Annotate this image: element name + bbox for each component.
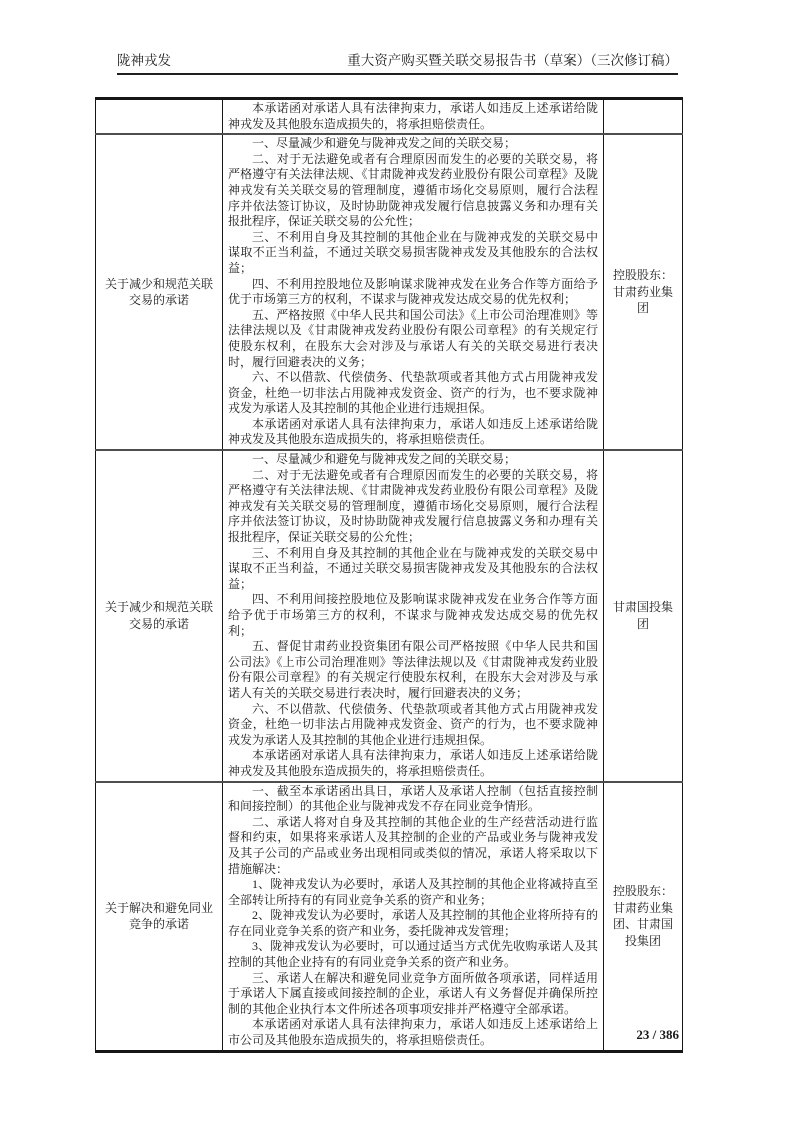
commitment-paragraph: 2、陇神戎发认为必要时，承诺人及其控制的其他企业将所持有的存在同业竞争关系的资产和业务，委托陇神戎发管理；	[228, 908, 598, 938]
commitment-party-cell-empty	[604, 99, 683, 135]
header-company-short-name: 陇神戎发	[117, 53, 171, 68]
commitment-paragraph: 本承诺函对承诺人具有法律拘束力，承诺人如违反上述承诺给陇神戎发及其他股东造成损失的，将承担赔偿责任。	[228, 748, 598, 778]
commitment-content-cell	[223, 99, 604, 135]
commitments-table	[95, 97, 683, 1053]
commitment-paragraph: 一、尽量减少和避免与陇神戎发之间的关联交易；	[252, 136, 517, 151]
commitment-paragraph: 六、不以借款、代偿债务、代垫款项或者其他方式占用陇神戎发资金，杜绝一切非法占用陇神戎发资金、资产的行为，也不要求陇神戎发为承诺人及其控制的其他企业进行违规担保。	[228, 370, 598, 416]
commitment-paragraph: 一、尽量减少和避免与陇神戎发之间的关联交易；	[252, 452, 517, 467]
header-report-title: 重大资产购买暨关联交易报告书（草案）（三次修订稿）	[347, 53, 678, 68]
commitment-title-cell-empty	[96, 99, 223, 135]
table-row	[96, 782, 683, 1052]
commitment-paragraph: 三、不利用自身及其控制的其他企业在与陇神戎发的关联交易中谋取不正当利益，不通过关联交易损害陇神戎发及其他股东的合法权益；	[228, 229, 598, 275]
commitment-title-cell: 关于解决和避免同业竞争的承诺	[96, 782, 223, 1052]
commitment-content-cell	[223, 782, 604, 1052]
commitment-content-cell	[223, 450, 604, 781]
commitment-paragraph: 本承诺函对承诺人具有法律拘束力，承诺人如违反上述承诺给陇神戎发及其他股东造成损失的，将承担赔偿责任。	[228, 416, 598, 447]
commitment-paragraph: 四、不利用控股地位及影响谋求陇神戎发在业务合作等方面给予优于市场第三方的权利，不谋求与陇神戎发达成交易的优先权利；	[228, 276, 598, 307]
page-number: 23 / 386	[636, 1027, 679, 1042]
table-row	[96, 134, 683, 450]
commitment-paragraph: 1、陇神戎发认为必要时，承诺人及其控制的其他企业将减持直至全部转让所持有的有同业竞争关系的资产和业务；	[228, 877, 598, 907]
commitment-party-cell: 甘肃国投集团	[604, 450, 683, 781]
commitment-title-cell: 关于减少和规范关联交易的承诺	[96, 450, 223, 781]
table-row-continuation	[96, 99, 683, 135]
commitment-paragraph: 四、不利用间接控股地位及影响谋求陇神戎发在业务合作等方面给予优于市场第三方的权利，不谋求与陇神戎发达成交易的优先权利；	[228, 592, 598, 638]
commitment-paragraph: 二、对于无法避免或者有合理原因而发生的必要的关联交易，将严格遵守有关法律法规、《甘肃陇神戎发药业股份有限公司章程》及陇神戎发有关关联交易的管理制度，遵循市场化交易原则，履行合法程序并依法签订协议，及时协助陇神戎发履行信息披露义务和办理有关报批程序，保证关联交易的公允性；	[228, 151, 598, 229]
page-header	[117, 52, 678, 75]
commitment-paragraph: 三、承诺人在解决和避免同业竞争方面所做各项承诺，同样适用于承诺人下属直接或间接控制的企业，承诺人有义务督促并确保所控制的其他企业执行本文件所述各项事项安排并严格遵守全部承诺。	[228, 970, 598, 1016]
commitment-paragraph: 五、严格按照《中华人民共和国公司法》《上市公司治理准则》等法律法规以及《甘肃陇神戎发药业股份有限公司章程》的有关规定行使股东权利，在股东大会对涉及与承诺人有关的关联交易进行表决时，履行回避表决的义务；	[228, 307, 598, 369]
commitment-paragraph: 五、督促甘肃药业投资集团有限公司严格按照《中华人民共和国公司法》《上市公司治理准则》等法律法规以及《甘肃陇神戎发药业股份有限公司章程》的有关规定行使股东权利，在股东大会对涉及与承诺人有关的关联交易进行表决时，履行回避表决的义务；	[228, 639, 598, 700]
commitment-paragraph: 二、承诺人将对自身及其控制的其他企业的生产经营活动进行监督和约束，如果将来承诺人及其控制的企业的产品或业务与陇神戎发及其子公司的产品或业务出现相同或类似的情况，承诺人将采取以下措施解决：	[228, 814, 598, 876]
commitment-paragraph: 六、不以借款、代偿债务、代垫款项或者其他方式占用陇神戎发资金，杜绝一切非法占用陇神戎发资金、资产的行为，也不要求陇神戎发为承诺人及其控制的其他企业进行违规担保。	[228, 701, 598, 747]
commitment-party-cell: 控股股东：甘肃药业集团	[604, 134, 683, 450]
commitment-paragraph: 本承诺函对承诺人具有法律拘束力，承诺人如违反上述承诺给陇神戎发及其他股东造成损失的，将承担赔偿责任。	[228, 101, 598, 131]
table-row	[96, 450, 683, 781]
commitment-paragraph: 二、对于无法避免或者有合理原因而发生的必要的关联交易，将严格遵守有关法律法规、《甘肃陇神戎发药业股份有限公司章程》及陇神戎发有关关联交易的管理制度，遵循市场化交易原则，履行合法程序并依法签订协议，及时协助陇神戎发履行信息披露义务和办理有关报批程序，保证关联交易的公允性；	[228, 467, 598, 545]
commitment-paragraph: 一、截至本承诺函出具日，承诺人及承诺人控制（包括直接控制和间接控制）的其他企业与陇神戎发不存在同业竞争情形。	[228, 783, 598, 814]
commitment-party-cell: 控股股东：甘肃药业集团、甘肃国投集团	[604, 782, 683, 1052]
commitment-paragraph: 3、陇神戎发认为必要时，可以通过适当方式优先收购承诺人及其控制的其他企业持有的有同业竞争关系的资产和业务。	[228, 939, 598, 970]
commitment-paragraph: 本承诺函对承诺人具有法律拘束力，承诺人如违反上述承诺给上市公司及其他股东造成损失的，将承担赔偿责任。	[228, 1017, 598, 1048]
commitment-paragraph: 三、不利用自身及其控制的其他企业在与陇神戎发的关联交易中谋取不正当利益，不通过关联交易损害陇神戎发及其他股东的合法权益；	[228, 545, 598, 591]
commitment-title-cell: 关于减少和规范关联交易的承诺	[96, 134, 223, 450]
commitment-content-cell	[223, 134, 604, 450]
